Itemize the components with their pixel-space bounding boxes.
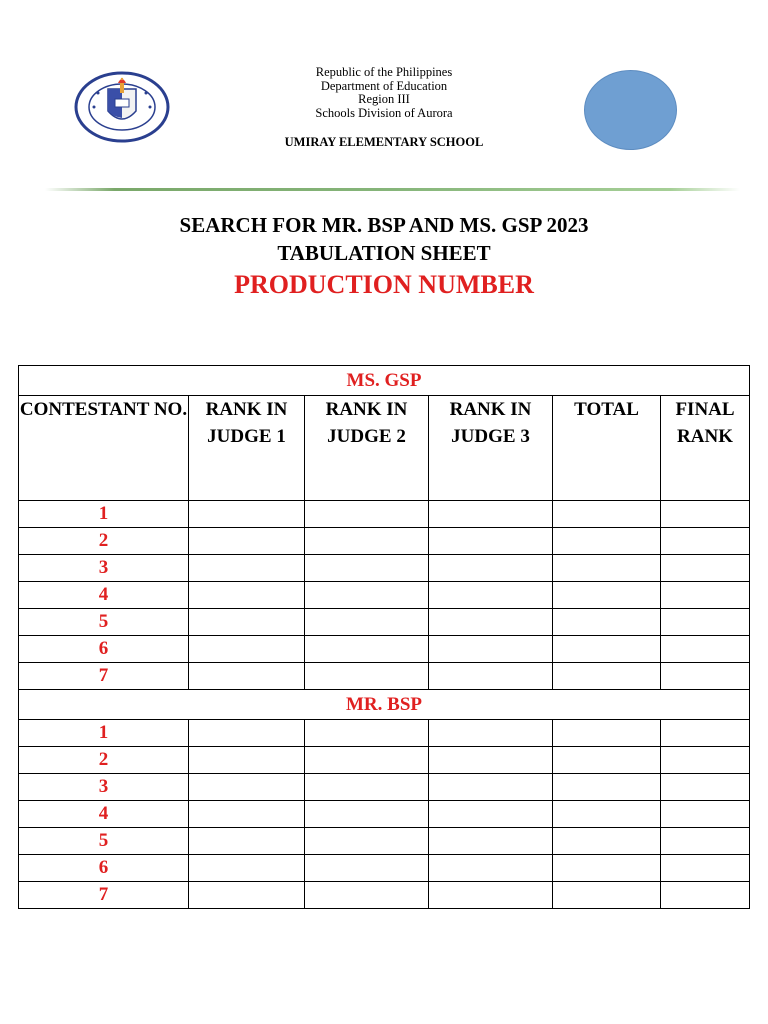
score-cell[interactable] [553,720,661,747]
score-cell[interactable] [661,747,750,774]
contestant-row [19,555,750,582]
score-cell[interactable] [429,582,553,609]
score-cell[interactable] [189,828,305,855]
score-cell[interactable] [429,720,553,747]
tabulation-table [18,365,750,909]
score-cell[interactable] [429,882,553,909]
score-cell[interactable] [305,882,429,909]
contestant-row [19,855,750,882]
score-cell[interactable] [189,609,305,636]
score-cell[interactable] [553,828,661,855]
contestant-number: 1 [19,720,189,747]
score-cell[interactable] [429,555,553,582]
score-cell[interactable] [429,636,553,663]
contestant-number: 1 [19,501,189,528]
score-cell[interactable] [189,774,305,801]
header-divider [45,188,740,191]
contestant-row [19,528,750,555]
score-cell[interactable] [305,582,429,609]
title-line-1: SEARCH FOR MR. BSP AND MS. GSP 2023 [179,213,589,237]
score-cell[interactable] [189,855,305,882]
score-cell[interactable] [553,555,661,582]
column-header: TOTAL [553,396,661,501]
score-cell[interactable] [189,528,305,555]
contestant-row [19,582,750,609]
contestant-number: 7 [19,663,189,690]
score-cell[interactable] [553,501,661,528]
score-cell[interactable] [429,747,553,774]
score-cell[interactable] [429,609,553,636]
score-cell[interactable] [661,528,750,555]
score-cell[interactable] [189,582,305,609]
score-cell[interactable] [661,774,750,801]
score-cell[interactable] [661,636,750,663]
score-cell[interactable] [661,882,750,909]
score-cell[interactable] [553,882,661,909]
score-cell[interactable] [661,855,750,882]
score-cell[interactable] [661,663,750,690]
section-title: MS. GSP [19,366,750,396]
contestant-row [19,663,750,690]
score-cell[interactable] [553,528,661,555]
score-cell[interactable] [553,609,661,636]
score-cell[interactable] [305,747,429,774]
score-cell[interactable] [661,501,750,528]
section-header-row [19,366,750,396]
contestant-number: 6 [19,636,189,663]
score-cell[interactable] [553,663,661,690]
score-cell[interactable] [553,774,661,801]
score-cell[interactable] [429,774,553,801]
score-cell[interactable] [305,774,429,801]
agency-header [0,66,768,120]
score-cell[interactable] [305,501,429,528]
score-cell[interactable] [661,801,750,828]
score-cell[interactable] [429,501,553,528]
contestant-row [19,774,750,801]
score-cell[interactable] [189,882,305,909]
score-cell[interactable] [305,720,429,747]
document-title [0,211,768,267]
column-header: RANK IN JUDGE 3 [429,396,553,501]
score-cell[interactable] [429,663,553,690]
score-cell[interactable] [189,747,305,774]
score-cell[interactable] [553,801,661,828]
contestant-row [19,636,750,663]
contestant-row [19,720,750,747]
contestant-row [19,609,750,636]
school-name: UMIRAY ELEMENTARY SCHOOL [284,135,484,149]
score-cell[interactable] [429,855,553,882]
score-cell[interactable] [305,855,429,882]
score-cell[interactable] [429,801,553,828]
score-cell[interactable] [661,720,750,747]
contestant-number: 6 [19,855,189,882]
score-cell[interactable] [189,501,305,528]
contestant-number: 2 [19,747,189,774]
header-line: Schools Division of Aurora [315,105,453,120]
score-cell[interactable] [305,528,429,555]
section-title: MR. BSP [19,690,750,720]
score-cell[interactable] [189,720,305,747]
contestant-number: 4 [19,801,189,828]
score-cell[interactable] [553,747,661,774]
section-header-row [19,690,750,720]
score-cell[interactable] [305,663,429,690]
score-cell[interactable] [189,555,305,582]
contestant-row [19,801,750,828]
score-cell[interactable] [661,582,750,609]
column-header: RANK IN JUDGE 2 [305,396,429,501]
score-cell[interactable] [305,801,429,828]
score-cell[interactable] [661,609,750,636]
column-header: RANK IN JUDGE 1 [189,396,305,501]
score-cell[interactable] [189,663,305,690]
score-cell[interactable] [305,636,429,663]
column-header-row [19,396,750,501]
contestant-number: 3 [19,555,189,582]
score-cell[interactable] [661,828,750,855]
contestant-row [19,501,750,528]
contestant-number: 2 [19,528,189,555]
header-line: Republic of the Philippines [315,65,453,79]
contestant-row [19,828,750,855]
score-cell[interactable] [429,828,553,855]
score-cell[interactable] [189,636,305,663]
column-header: FINAL RANK [661,396,750,501]
column-header: CONTESTANT NO. [19,396,189,501]
score-cell[interactable] [189,801,305,828]
score-cell[interactable] [305,555,429,582]
contestant-number: 4 [19,582,189,609]
score-cell[interactable] [661,555,750,582]
score-cell[interactable] [429,528,553,555]
score-cell[interactable] [305,828,429,855]
contestant-number: 7 [19,882,189,909]
header-line: Region III [358,92,410,106]
score-cell[interactable] [553,582,661,609]
score-cell[interactable] [553,636,661,663]
production-number-title: PRODUCTION NUMBER [234,270,534,299]
score-cell[interactable] [305,609,429,636]
title-line-2: TABULATION SHEET [277,241,491,265]
header-line: Department of Education [320,78,448,93]
contestant-row [19,882,750,909]
contestant-number: 3 [19,774,189,801]
score-cell[interactable] [553,855,661,882]
contestant-row [19,747,750,774]
contestant-number: 5 [19,828,189,855]
contestant-number: 5 [19,609,189,636]
